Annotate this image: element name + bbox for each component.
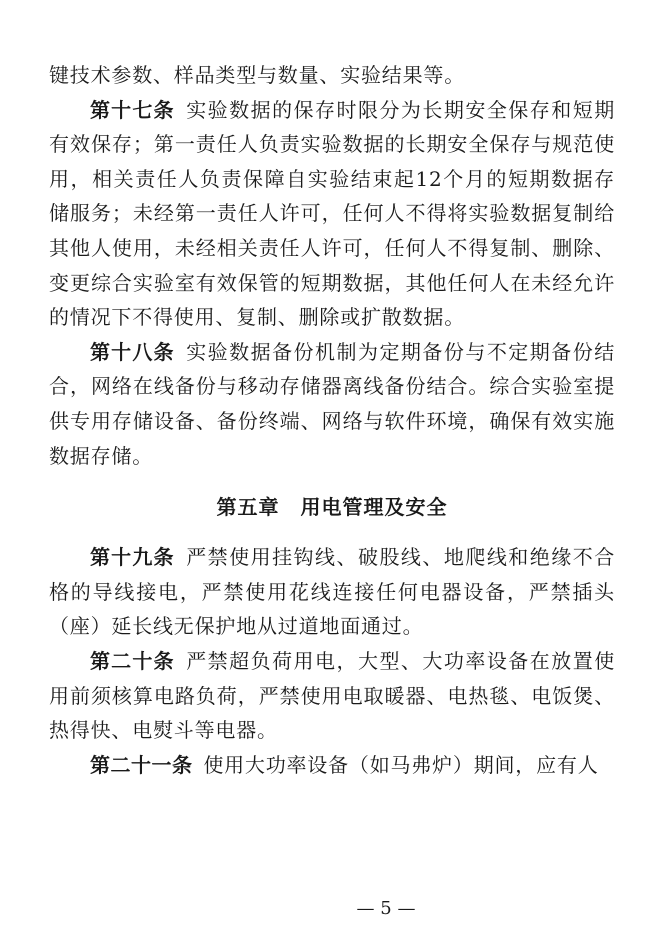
article-19 [49,540,615,644]
article-text: 实验数据备份机制为定期备份与不定期备份结合，网络在线备份与移动存储器离线备份结合。综合实验室提供专用存储设备、备份终端、网络与软件环境，确保有效实施数据存储。 [49,339,616,468]
article-number: 第二十条 [90,648,175,673]
page-number: — 5 — [356,898,416,919]
article-20 [49,644,615,748]
chapter-heading: 第五章 用电管理及安全 [216,495,448,520]
article-text: 严禁超负荷用电，大型、大功率设备在放置使用前须核算电路负荷，严禁使用电取暖器、电热毯、电饭煲、热得快、电熨斗等电器。 [49,648,616,743]
article-text: 严禁使用挂钩线、破股线、地爬线和绝缘不合格的导线接电，严禁使用花线连接任何电器设备，严禁插头（座）延长线无保护地从过道地面通过。 [49,545,616,639]
article-18 [49,335,615,473]
article-number: 第十九条 [90,545,175,570]
article-number: 第十八条 [90,339,175,364]
article-number: 第二十一条 [90,752,193,777]
article-text: 实验数据的保存时限分为长期安全保存和短期有效保存；第一责任人负责实验数据的长期安全保存与规范使用，相关责任人负责保障自实验结束起12个月的短期数据存储服务；未经第一责任人许可，任何人不得将实验数据复制给其他人使用，未经相关责任人许可，任何人不得复制、删除、变更综合实验室有效保管的短期数据，其他任何人在未经允许的情况下不得使用、复制、删除或扩散数据。 [49,97,616,330]
document-body [49,58,615,782]
article-text: 使用大功率设备（如马弗炉）期间，应有人 [203,752,599,777]
article-17 [49,93,615,335]
article-21 [49,748,615,783]
article-number: 第十七条 [90,97,175,122]
continuation-text: 键技术参数、样品类型与数量、实验结果等。 [49,63,465,87]
